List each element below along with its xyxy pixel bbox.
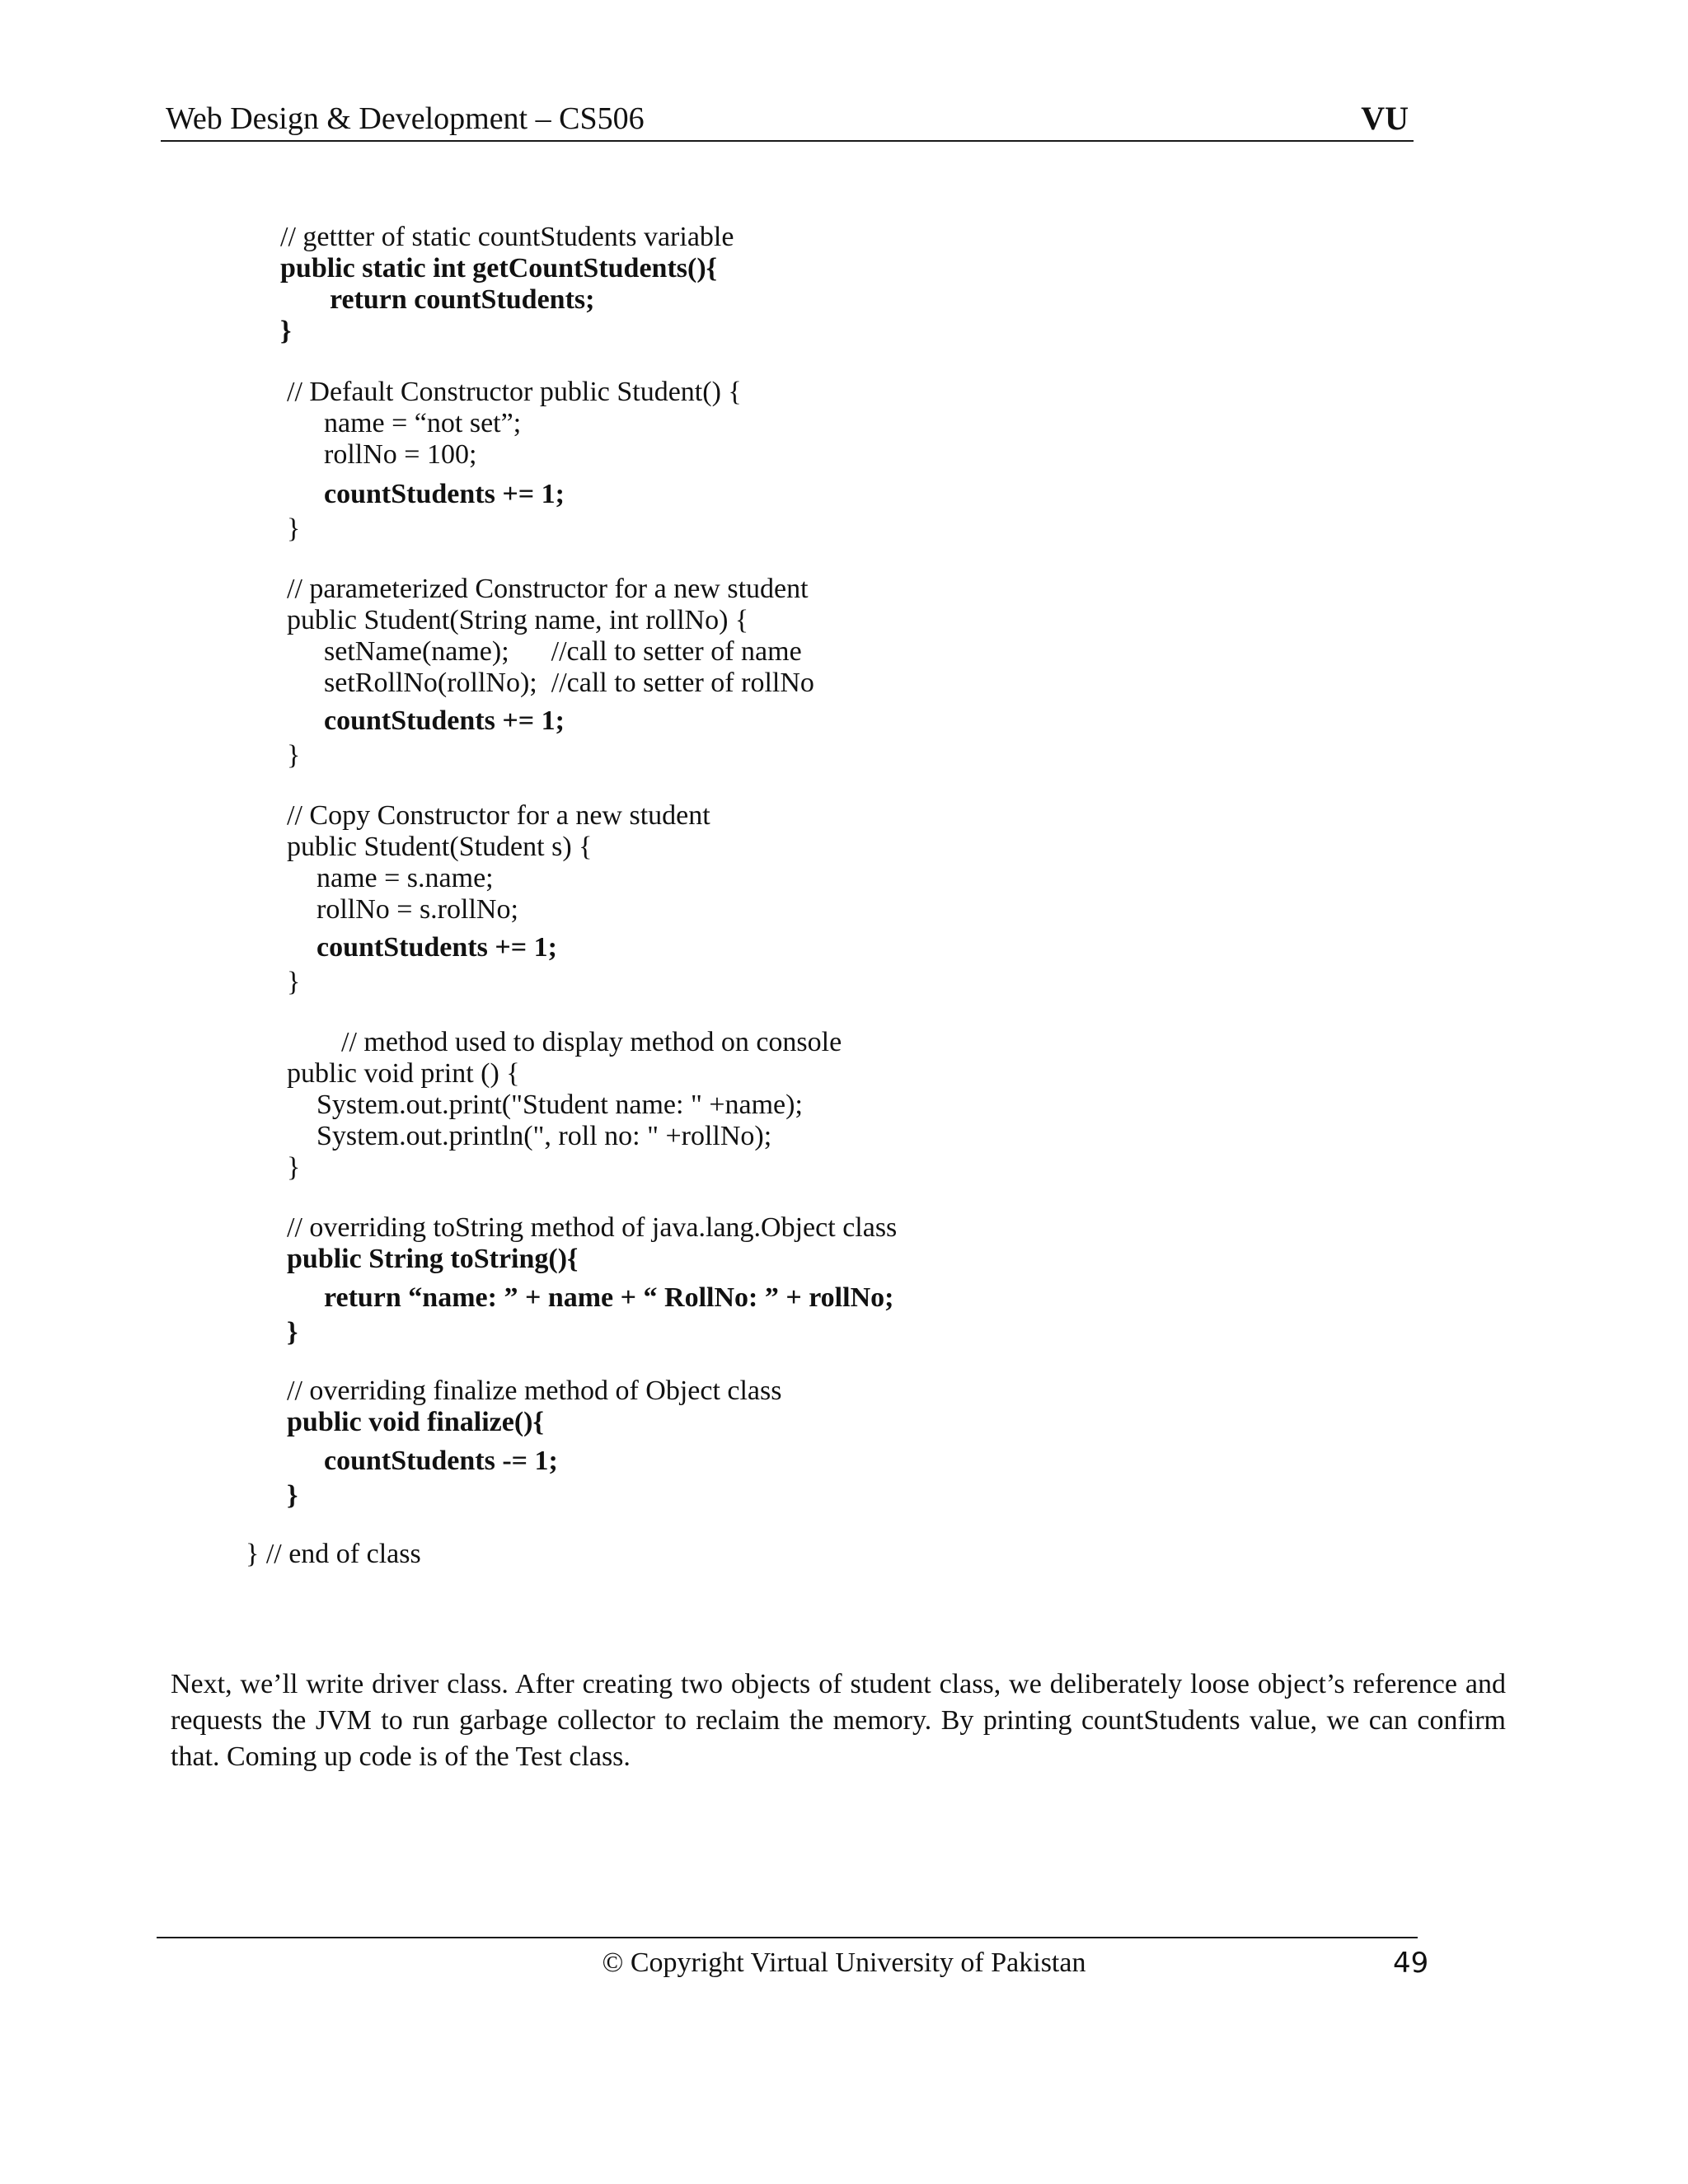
copyright-notice: © Copyright Virtual University of Pakistan <box>602 1947 1086 1978</box>
code-line: System.out.print("Student name: " +name); <box>316 1090 803 1120</box>
code-line: } <box>287 1480 298 1511</box>
code-line: public static int getCountStudents(){ <box>280 253 718 284</box>
code-line: setRollNo(rollNo); //call to setter of rollNo <box>324 668 814 698</box>
code-line: rollNo = 100; <box>324 439 477 470</box>
university-logo-text: VU <box>1361 100 1409 137</box>
code-line: public String toString(){ <box>287 1244 579 1274</box>
code-comment: // parameterized Constructor for a new student <box>287 574 809 604</box>
code-comment: // overriding toString method of java.lang.Object class <box>287 1212 898 1243</box>
code-line: return “name: ” + name + “ RollNo: ” + rollNo; <box>324 1282 894 1313</box>
code-line: System.out.println(", roll no: " +rollNo); <box>316 1121 772 1151</box>
code-line: public Student(String name, int rollNo) { <box>287 605 749 635</box>
code-line: countStudents += 1; <box>324 479 565 509</box>
code-comment: // Default Constructor public Student() { <box>287 377 742 407</box>
code-line: } <box>287 1317 298 1347</box>
code-line: public void finalize(){ <box>287 1407 544 1437</box>
body-paragraph: Next, we’ll write driver class. After creating two objects of student class, we deliberately loose object’s reference and requests the JVM to run garbage collector to reclaim the memory. By printing countStudents value, we can confirm that. Coming up code is of the Test class. <box>171 1669 1506 1772</box>
code-line: } <box>287 967 301 997</box>
code-comment: // Copy Constructor for a new student <box>287 800 710 831</box>
code-comment: // method used to display method on console <box>341 1027 842 1057</box>
code-line: } <box>287 740 301 771</box>
code-line: return countStudents; <box>330 284 595 315</box>
code-line: setName(name); //call to setter of name <box>324 636 802 667</box>
page-number: 49 <box>1393 1947 1429 1980</box>
code-line: public void print () { <box>287 1058 520 1089</box>
code-line: } // end of class <box>246 1539 421 1569</box>
code-line: rollNo = s.rollNo; <box>316 894 518 925</box>
code-line: name = “not set”; <box>324 408 522 438</box>
code-comment: // gettter of static countStudents variable <box>280 222 734 252</box>
course-title: Web Design & Development – CS506 <box>166 101 645 136</box>
code-comment: // overriding finalize method of Object class <box>287 1376 782 1406</box>
code-line: name = s.name; <box>316 863 494 893</box>
code-line: countStudents += 1; <box>316 932 557 963</box>
footer-divider <box>157 1937 1418 1938</box>
code-line: } <box>287 513 301 544</box>
code-line: } <box>280 316 292 346</box>
code-line: public Student(Student s) { <box>287 832 593 862</box>
code-line: } <box>287 1152 301 1183</box>
code-line: countStudents += 1; <box>324 705 565 736</box>
code-line: countStudents -= 1; <box>324 1446 558 1476</box>
